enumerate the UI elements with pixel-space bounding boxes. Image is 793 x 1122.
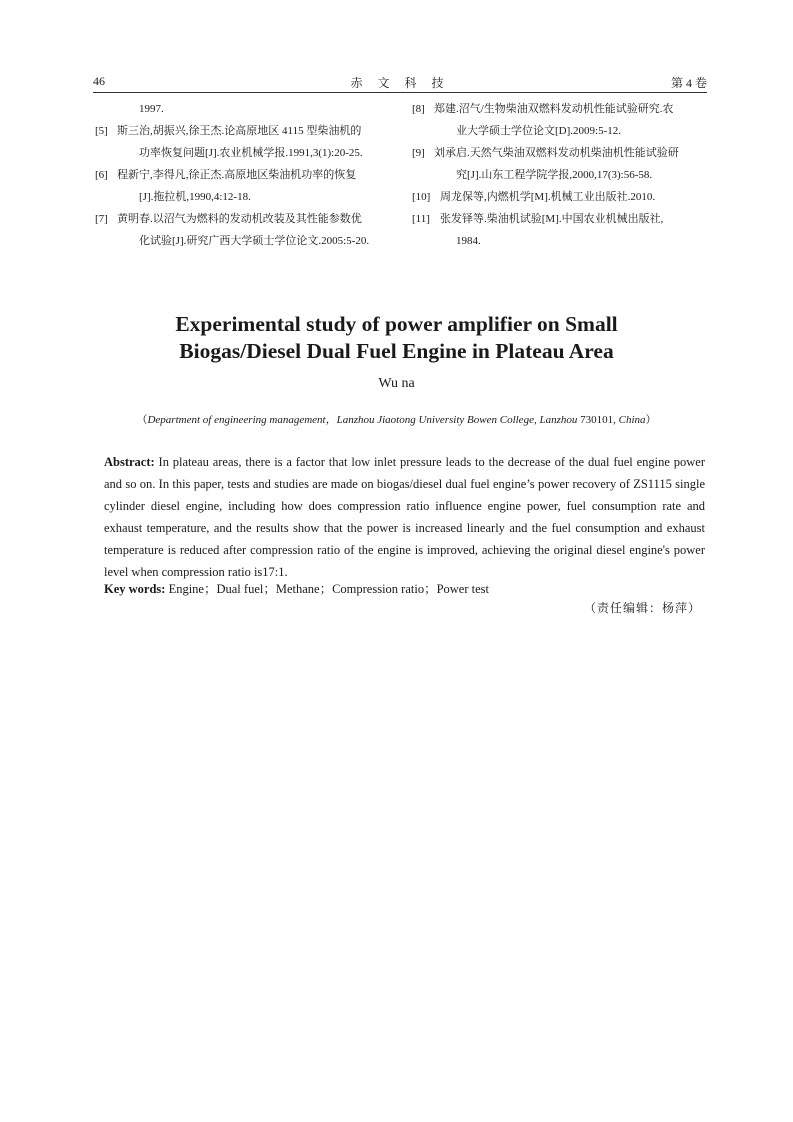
- volume-label: 第 4 卷: [670, 76, 707, 90]
- reference-line: [8] 郑建.沼气/生物柴油双燃料发动机性能试验研究.农: [412, 103, 674, 115]
- reference-line: [J].拖拉机,1990,4:12-18.: [139, 191, 251, 203]
- reference-line: 功率恢复问题[J].农业机械学报.1991,3(1):20-25.: [139, 147, 363, 159]
- reference-line: 业大学硕士学位论文[D].2009:5-12.: [456, 125, 621, 137]
- running-header: [93, 74, 707, 92]
- reference-line: 究[J].山东工程学院学报,2000,17(3):56-58.: [456, 169, 653, 181]
- reference-line: [7] 黄明春.以沼气为燃料的发动机改装及其性能参数优: [95, 213, 362, 225]
- reference-line: [6] 程新宁,李得凡,徐正杰.高原地区柴油机功率的恢复: [95, 169, 357, 181]
- abstract-label: Abstract:: [104, 455, 155, 469]
- reference-line: 1984.: [456, 235, 481, 247]
- header-rule: [93, 92, 707, 93]
- paper-title: [60, 311, 733, 365]
- keywords-label: Key words:: [104, 582, 166, 596]
- affiliation: （Department of engineering management，Lanzhou Jiaotong University Bowen College, Lanzhou 730101, China）: [136, 414, 657, 426]
- references-right-column: [412, 98, 712, 252]
- reference-line: [10] 周龙保等,内燃机学[M].机械工业出版社.2010.: [412, 191, 656, 203]
- journal-name: 赤 文 科 技: [350, 76, 450, 90]
- page-number: 46: [93, 74, 105, 88]
- keywords-text: Engine；Dual fuel；Methane；Compression ratio；Power test: [165, 582, 490, 596]
- references-left-column: [95, 98, 391, 252]
- author-name: Wu na: [378, 376, 415, 391]
- abstract-text: In plateau areas, there is a factor that low inlet pressure leads to the decrease of the dual fuel engine power and so on. In this paper, tests and studies are made on biogas/diesel dual fuel engine’s power recovery of ZS1115 single cylinder diesel engine, including how does compression ratio influence engine power, fuel consumption rate and exhaust temperature, and the results show that the power is increased linearly and the fuel consumption and exhaust temperature is reduced after compression ratio of the engine is improved, achieving the original diesel engine's power level when compression ratio is17:1.: [104, 455, 705, 579]
- reference-line: [9] 刘承启.天然气柴油双燃料发动机柴油机性能试验研: [412, 147, 679, 159]
- reference-line: [5] 斯三治,胡振兴,徐王杰.论高原地区 4115 型柴油机的: [95, 125, 362, 137]
- keywords: [104, 578, 705, 600]
- reference-line: 化试验[J].研究广西大学硕士学位论文.2005:5-20.: [139, 235, 370, 247]
- reference-line: 1997.: [139, 103, 164, 115]
- abstract: [104, 451, 705, 583]
- reference-line: [11] 张发铎等.柴油机试验[M].中国农业机械出版社,: [412, 213, 664, 225]
- responsible-editor: （责任编辑：杨萍）: [583, 601, 701, 615]
- title-line-2: Biogas/Diesel Dual Fuel Engine in Plateau Area: [179, 339, 614, 363]
- title-line-1: Experimental study of power amplifier on Small: [175, 312, 618, 336]
